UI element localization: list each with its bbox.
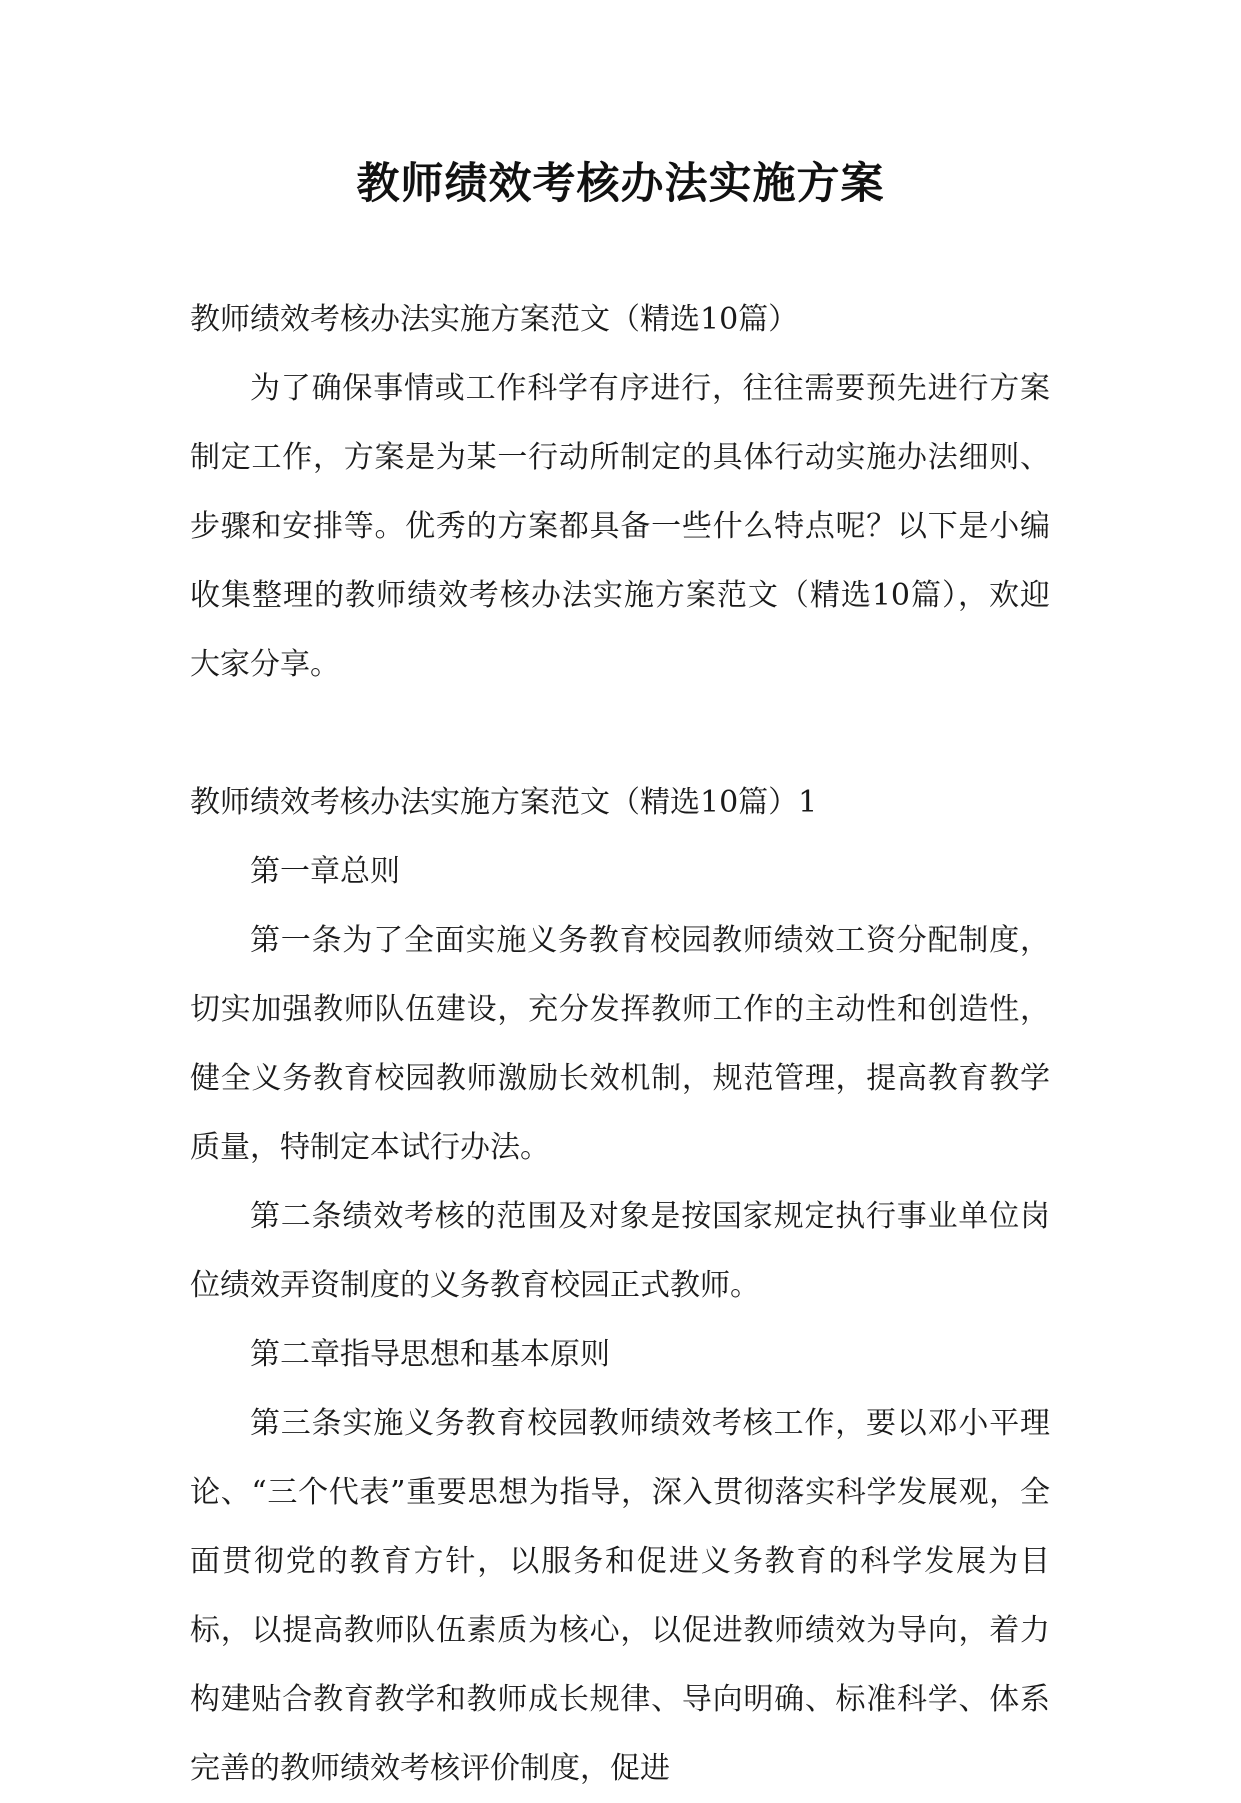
chapter-heading-1: 第一章总则 — [250, 854, 400, 889]
subtitle: 教师绩效考核办法实施方案范文（精选10篇） — [190, 302, 799, 337]
document-title: 教师绩效考核办法实施方案 — [356, 159, 885, 209]
intro-paragraph: 为了确保事情或工作科学有序进行，往往需要预先进行方案制定工作，方案是为某一行动所制定的具体行动实施办法细则、步骤和安排等。优秀的方案都具备一些什么特点呢？以下是小编收集整理的教师绩效考核办法实施方案范文（精选10篇），欢迎大家分享。 — [190, 371, 1050, 682]
article-3: 第三条实施义务教育校园教师绩效考核工作，要以邓小平理论、“三个代表”重要思想为指导，深入贯彻落实科学发展观，全面贯彻党的教育方针，以服务和促进义务教育的科学发展为目标，以提高教师队伍素质为核心，以促进教师绩效为导向，着力构建贴合教育教学和教师成长规律、导向明确、标准科学、体系完善的教师绩效考核评价制度，促进 — [190, 1406, 1050, 1786]
section-spacer — [190, 699, 1050, 768]
document-body — [190, 285, 1050, 1803]
article-1: 第一条为了全面实施义务教育校园教师绩效工资分配制度，切实加强教师队伍建设，充分发挥教师工作的主动性和创造性，健全义务教育校园教师激励长效机制，规范管理，提高教育教学质量，特制定本试行办法。 — [190, 923, 1050, 1165]
article-2: 第二条绩效考核的范围及对象是按国家规定执行事业单位岗位绩效弄资制度的义务教育校园正式教师。 — [190, 1199, 1050, 1303]
section-heading: 教师绩效考核办法实施方案范文（精选10篇）1 — [190, 785, 818, 820]
chapter-heading-2: 第二章指导思想和基本原则 — [250, 1337, 610, 1372]
